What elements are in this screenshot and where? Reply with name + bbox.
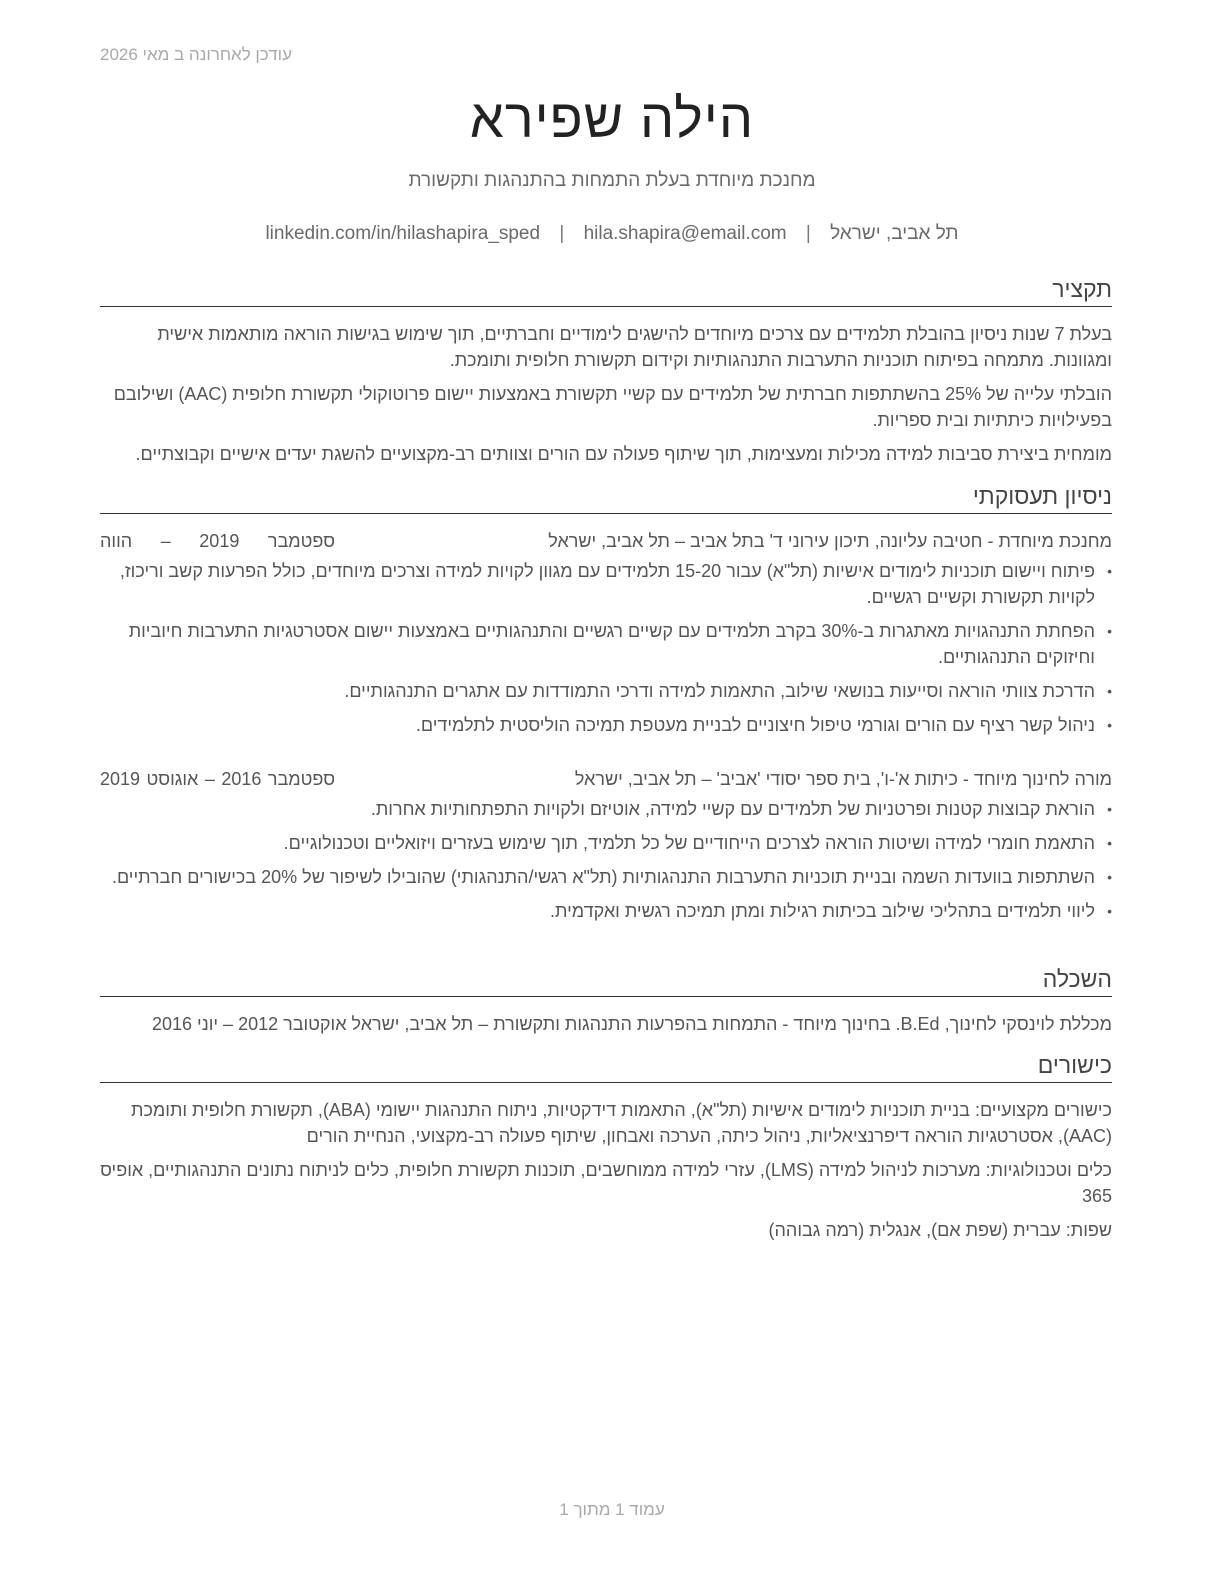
- section-title-education: השכלה: [100, 966, 1112, 997]
- section-title-skills: כישורים: [100, 1052, 1112, 1083]
- list-item: • הוראת קבוצות קטנות ופרטניות של תלמידים עם קשיי למידה, אוטיזם ולקויות התפתחותיות אחרות.: [100, 796, 1112, 822]
- job-dates: ספטמבר 2016 – אוגוסט 2019: [100, 768, 335, 789]
- section-title-summary: תקציר: [100, 276, 1112, 307]
- last-updated-note: עודכן לאחרונה ב מאי 2026: [100, 45, 292, 64]
- skills-section: [100, 1052, 1112, 1243]
- education-section: [100, 966, 1112, 1037]
- job-dates: ספטמבר 2019 – הווה: [100, 530, 336, 551]
- experience-section: [100, 483, 1112, 924]
- section-title-experience: ניסיון תעסוקתי: [100, 483, 1112, 514]
- education-entry: מכללת לוינסקי לחינוך, B.Ed. בחינוך מיוחד - התמחות בהפרעות התנהגות ותקשורת – תל אביב, ישראל אוקטובר 2012 – יוני 2016: [151, 1013, 1112, 1034]
- job-entry: [100, 528, 1112, 738]
- contact-separator: |: [559, 223, 565, 244]
- job-header: [100, 766, 1112, 792]
- candidate-name: הילה שפירא: [469, 89, 755, 149]
- skills-item: כישורים מקצועיים: בניית תוכניות לימודים אישיות (תל"א), התאמות דידקטיות, ניתוח התנהגות יישומי (ABA), תקשורת חלופית ותומכת (AAC), אסטרטגיות הוראה דיפרנציאליות, ניהול כיתה, הערכה ואבחון, שיתוף פעולה רב-מקצועי, הנחיית הורים: [131, 1099, 1112, 1146]
- list-item: • הפחתת התנהגויות מאתגרות ב-30% בקרב תלמידים עם קשיים רגשיים והתנהגותיים באמצעות יישום אסטרטגיות התערבות חיוביות וחיזוקים התנהגותיים.: [100, 618, 1112, 670]
- summary-paragraph: הובלתי עלייה של 25% בהשתתפות חברתית של תלמידים עם קשיי תקשורת באמצעות יישום פרוטוקולי תקשורת חלופית (AAC) ושילובם בפעילויות כיתתיות ובית ספריות.: [113, 383, 1112, 430]
- summary-section: [100, 276, 1112, 467]
- list-item: • הדרכת צוותי הוראה וסייעות בנושאי שילוב, התאמות למידה ודרכי התמודדות עם אתגרים התנהגותיים.: [100, 678, 1112, 704]
- summary-paragraph: בעלת 7 שנות ניסיון בהובלת תלמידים עם צרכים מיוחדים להישגים לימודיים וחברתיים, תוך שימוש בגישות הוראה מותאמות אישית ומגוונות. מתמחה בפיתוח תוכניות התערבות התנהגותיות וקידום תקשורת חלופית ותומכת.: [157, 323, 1112, 370]
- candidate-subtitle: מחנכת מיוחדת בעלת התמחות בהתנהגות ותקשורת: [408, 170, 816, 191]
- job-title: מחנכת מיוחדת - חטיבה עליונה, תיכון עירוני ד' בתל אביב – תל אביב, ישראל: [548, 530, 1112, 551]
- contact-separator: |: [805, 223, 811, 244]
- summary-paragraph: מומחית ביצירת סביבות למידה מכילות ומעצימות, תוך שיתוף פעולה עם הורים וצוותים רב-מקצועיים להשגת יעדים אישיים וקבוצתיים.: [135, 443, 1112, 464]
- page-number: עמוד 1 מתוך 1: [559, 1500, 665, 1519]
- contact-line: [0, 223, 1224, 245]
- list-item: • השתתפות בוועדות השמה ובניית תוכניות התערבות התנהגותיות (תל"א רגשי/התנהגותי) שהובילו לשיפור של 20% בכישורים חברתיים.: [100, 864, 1112, 890]
- job-bullets: [100, 558, 1112, 738]
- list-item: • התאמת חומרי למידה ושיטות הוראה לצרכים הייחודיים של כל תלמיד, תוך שימוש בעזרים ויזואליים וטכנולוגיים.: [100, 830, 1112, 856]
- list-item: • ניהול קשר רציף עם הורים וגורמי טיפול חיצוניים לבניית מעטפת תמיכה הוליסטית לתלמידים.: [100, 712, 1112, 738]
- list-item: • ליווי תלמידים בתהליכי שילוב בכיתות רגילות ומתן תמיכה רגשית ואקדמית.: [100, 898, 1112, 924]
- job-header: [100, 528, 1112, 554]
- job-entry: [100, 766, 1112, 924]
- contact-email-link[interactable]: hila.shapira@email.com: [583, 223, 787, 244]
- list-item: • פיתוח ויישום תוכניות לימודים אישיות (תל"א) עבור 15-20 תלמידים עם מגוון לקויות למידה וצרכים מיוחדים, כולל הפרעות קשב וריכוז, לקויות תקשורת וקשיים רגשיים.: [100, 558, 1112, 610]
- skills-item: כלים וטכנולוגיות: מערכות לניהול למידה (LMS), עזרי למידה ממוחשבים, תוכנות תקשורת חלופית, כלים לניתוח נתונים התנהגותיים, אופיס 365: [100, 1159, 1112, 1206]
- job-title: מורה לחינוך מיוחד - כיתות א'-ו', בית ספר יסודי 'אביב' – תל אביב, ישראל: [574, 768, 1112, 789]
- contact-linkedin-link[interactable]: linkedin.com/in/hilashapira_sped: [265, 223, 541, 244]
- contact-location: תל אביב, ישראל: [830, 223, 959, 244]
- job-bullets: [100, 796, 1112, 924]
- skills-item: שפות: עברית (שפת אם), אנגלית (רמה גבוהה): [768, 1219, 1112, 1240]
